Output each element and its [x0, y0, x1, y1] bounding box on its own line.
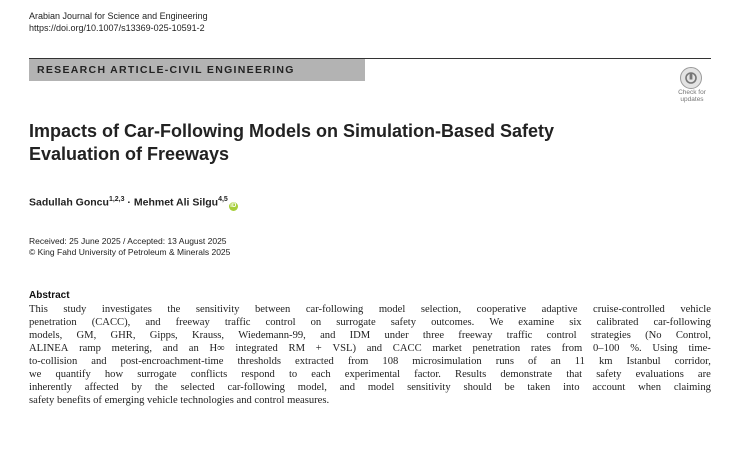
abstract-line: inherently affected by the selected car-following model, and model sensitivity should be taken into account when claiming [29, 382, 711, 393]
copyright-notice: © King Fahd University of Petroleum & Minerals 2025 [29, 247, 231, 257]
doi-link[interactable]: https://doi.org/10.1007/s13369-025-10591-2 [29, 23, 205, 33]
journal-header [29, 10, 208, 34]
title-line: Impacts of Car-Following Models on Simulation-Based Safety [29, 121, 555, 141]
abstract-line: This study investigates the sensitivity between car-following model selection, cooperative adaptive cruise-controlled vehicle [29, 304, 711, 315]
abstract-line: ALINEA ramp metering, and an H∞ integrated RM + VSL) and CACC market penetration rates from 0–100 %. Using time- [29, 343, 711, 354]
paper-title [29, 120, 554, 166]
badge-label-line2: updates [680, 96, 704, 103]
abstract-line: to-collision and post-encroachment-time thresholds extracted from 108 microsimulation runs of an 11 km Istanbul corridor, [29, 356, 711, 367]
abstract-body [29, 303, 711, 407]
orcid-icon[interactable]: iD [230, 202, 237, 209]
author-separator: · [124, 196, 134, 209]
received-accepted-dates: Received: 25 June 2025 / Accepted: 13 August 2025 [29, 236, 227, 246]
author-name[interactable]: Sadullah Goncu [29, 196, 109, 209]
publication-dates [29, 236, 230, 258]
author-affiliation: 4,5 [218, 196, 228, 203]
badge-label-line1: Check for [678, 89, 706, 96]
author-name[interactable]: Mehmet Ali Silgu [133, 196, 219, 209]
article-type-banner: RESEARCH ARTICLE-CIVIL ENGINEERING [29, 59, 365, 81]
journal-name: Arabian Journal for Science and Engineering [29, 11, 208, 21]
check-for-updates-icon [680, 67, 702, 89]
abstract-heading: Abstract [29, 290, 70, 301]
check-for-updates-badge[interactable] [672, 67, 712, 107]
abstract-line: models, GM, GHR, Gipps, Krauss, Wiedemann-99, and IDM under three freeway traffic control strategies (No Control, [29, 330, 711, 341]
abstract-line: safety benefits of emerging vehicle technologies and control measures. [29, 395, 330, 406]
author-list [29, 196, 238, 211]
abstract-line: penetration (CACC), and freeway traffic control on surrogate safety outcomes. We examine six calibrated car-following [29, 317, 711, 328]
title-line: Evaluation of Freeways [29, 144, 230, 164]
abstract-line: we quantify how surrogate conflicts respond to each experimental factor. Results demonstrate that safety evaluations are [29, 369, 711, 380]
author-affiliation: 1,2,3 [108, 196, 125, 203]
